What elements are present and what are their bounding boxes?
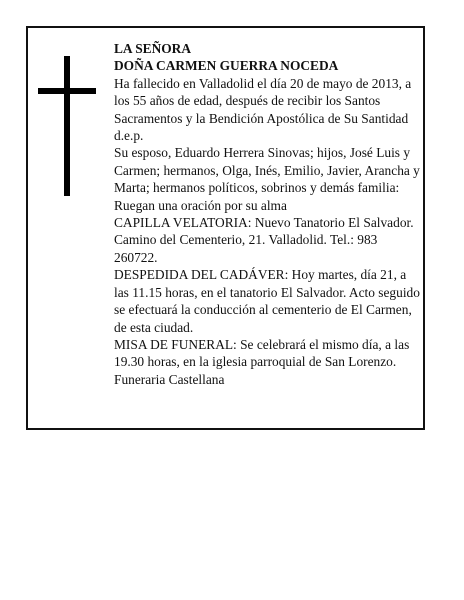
death-announcement: Ha fallecido en Valladolid el día 20 de mayo de 2013, a los 55 años de edad, después de recibir los Santos Sacramentos y la Bendición Apostólica de Su Santidad d.e.p.	[114, 75, 412, 144]
cross-horizontal-bar	[38, 88, 96, 94]
funeral-home: Funeraria Castellana	[114, 371, 225, 387]
obituary-notice	[26, 26, 425, 430]
wake-chapel-info: CAPILLA VELATORIA: Nuevo Tanatorio El Salvador. Camino del Cementerio, 21. Valladolid. Tel.: 983 260722.	[114, 215, 414, 265]
funeral-mass-info: MISA DE FUNERAL: Se celebrará el mismo día, a las 19.30 horas, en la iglesia parroquial de San Lorenzo.	[114, 336, 410, 370]
deceased-name: DOÑA CARMEN GUERRA NOCEDA	[114, 58, 339, 74]
cross-icon	[38, 56, 96, 196]
family-list: Su esposo, Eduardo Herrera Sinovas; hijos, José Luis y Carmen; hermanos, Olga, Inés, Emilio, Javier, Arancha y Marta; hermanos políticos, sobrinos y demás familia:	[114, 145, 420, 196]
farewell-info: DESPEDIDA DEL CADÁVER: Hoy martes, día 21, a las 11.15 horas, en el tanatorio El Salvador. Acto seguido se efectuará la conducción al cementerio de El Carmen, de esta ciudad.	[114, 267, 420, 335]
prayer-request: Ruegan una oración por su alma	[114, 197, 287, 213]
notice-text	[114, 40, 422, 388]
cross-vertical-bar	[64, 56, 70, 196]
notice-title: LA SEÑORA	[114, 41, 192, 56]
